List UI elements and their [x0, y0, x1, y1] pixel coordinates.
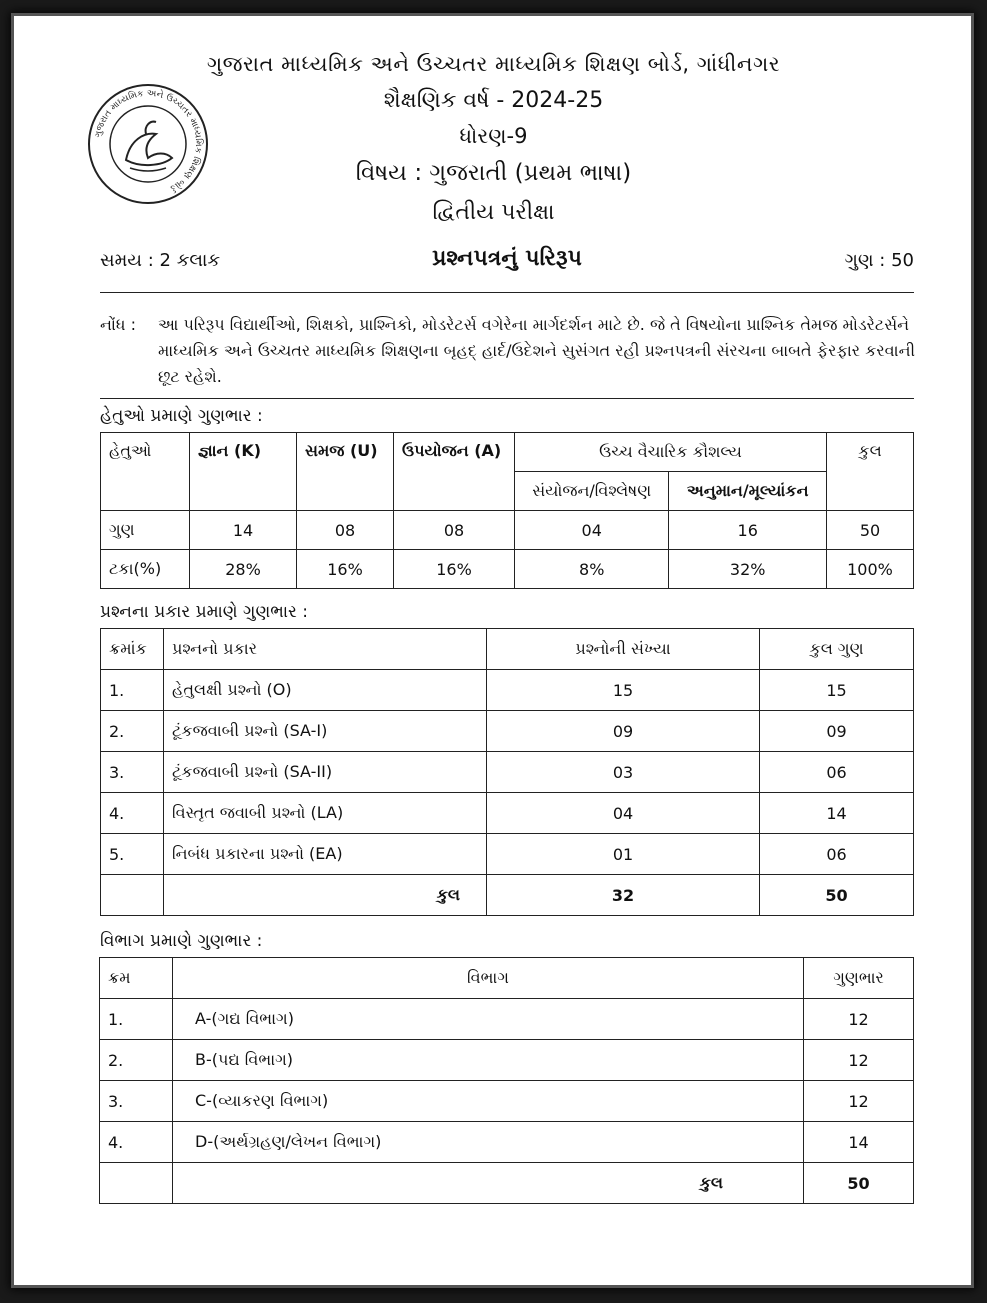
cell: 12 — [804, 999, 914, 1040]
cell: 28% — [190, 550, 297, 589]
total-marks: ગુણ : 50 — [844, 250, 914, 271]
table-row — [100, 1040, 914, 1081]
table-row — [100, 999, 914, 1040]
note — [100, 312, 916, 390]
cell — [100, 1163, 173, 1204]
cell: 100% — [827, 550, 914, 589]
cell: નિબંધ પ્રકારના પ્રશ્નો (EA) — [164, 834, 487, 875]
cell: 01 — [487, 834, 760, 875]
exam-name: દ્વિતીય પરીક્ષા — [432, 200, 555, 225]
th-knowledge: જ્ઞાન (K) — [190, 433, 297, 511]
cell: 09 — [760, 711, 914, 752]
table-row — [101, 511, 914, 550]
cell: 4. — [100, 1122, 173, 1163]
th-count: પ્રશ્નોની સંખ્યા — [487, 629, 760, 670]
total-row — [101, 875, 914, 916]
total-marks: 50 — [804, 1163, 914, 1204]
cell: C-(વ્યાકરણ વિભાગ) — [173, 1081, 804, 1122]
total-marks: 50 — [760, 875, 914, 916]
cell: 16% — [297, 550, 394, 589]
question-types-table — [100, 628, 914, 916]
table-row — [101, 793, 914, 834]
th-type: પ્રશ્નનો પ્રકાર — [164, 629, 487, 670]
sections-heading: વિભાગ પ્રમાણે ગુણભાર : — [100, 931, 263, 951]
cell: 4. — [101, 793, 164, 834]
cell: 08 — [394, 511, 515, 550]
th-objectives: હેતુઓ — [101, 433, 190, 511]
exam-time: સમય : 2 કલાક — [100, 250, 221, 271]
cell: 14 — [760, 793, 914, 834]
cell: 04 — [515, 511, 669, 550]
objectives-table — [100, 432, 914, 589]
cell: D-(અર્થગ્રહણ/લેખન વિભાગ) — [173, 1122, 804, 1163]
cell: 8% — [515, 550, 669, 589]
cell — [101, 875, 164, 916]
cell: 5. — [101, 834, 164, 875]
cell: હેતુલક્ષી પ્રશ્નો (O) — [164, 670, 487, 711]
table-row — [101, 550, 914, 589]
th-hots: ઉચ્ચ વૈચારિક કૌશલ્ય — [515, 433, 827, 472]
cell: 15 — [760, 670, 914, 711]
meta-row — [100, 246, 914, 278]
th-section: વિભાગ — [173, 958, 804, 999]
cell: B-(પદ્ય વિભાગ) — [173, 1040, 804, 1081]
cell: 15 — [487, 670, 760, 711]
question-types-heading: પ્રશ્નના પ્રકાર પ્રમાણે ગુણભાર : — [100, 602, 308, 622]
cell: ટૂંકજવાબી પ્રશ્નો (SA-II) — [164, 752, 487, 793]
cell: 3. — [101, 752, 164, 793]
cell: 1. — [100, 999, 173, 1040]
th-evaluation: અનુમાન/મૂલ્યાંકન — [669, 472, 827, 511]
total-label: કુલ — [173, 1163, 804, 1204]
cell: 04 — [487, 793, 760, 834]
subject: વિષય : ગુજરાતી (પ્રથમ ભાષા) — [355, 160, 632, 186]
cell: 2. — [101, 711, 164, 752]
svg-text:ગુજરાત માધ્યમિક અને ઉચ્ચતર માધ: ગુજરાત માધ્યમિક અને ઉચ્ચતર માધ્યમિક શિક્ષણ બોર્ડ — [93, 88, 204, 193]
total-row — [100, 1163, 914, 1204]
cell: ટકા(%) — [101, 550, 190, 589]
board-name: ગુજરાત માધ્યમિક અને ઉચ્ચતર માધ્યમિક શિક્ષણ બોર્ડ, ગાંધીનગર — [206, 52, 781, 76]
note-text: આ પરિરૂપ વિદ્યાર્થીઓ, શિક્ષકો, પ્રાશ્નિકો, મોડરેટર્સ વગેરેના માર્ગદર્શન માટે છે. જે તે વિષયોના પ્રાશ્નિક તેમજ મોડરેટર્સને માધ્યમિક અને ઉચ્ચતર માધ્યમિક શિક્ષણના બૃહદ્ હાર્દ/ઉદેશને સુસંગત રહી પ્રશ્નપત્રની સંરચના બાબતે ફેરફાર કરવાની છૂટ રહેશે. — [158, 315, 916, 386]
th-no: ક્રમાંક — [101, 629, 164, 670]
total-label: કુલ — [164, 875, 487, 916]
note-label: નોંધ : — [100, 315, 136, 334]
standard: ધોરણ-9 — [459, 124, 528, 148]
th-total: કુલ — [827, 433, 914, 511]
cell: 16% — [394, 550, 515, 589]
cell: A-(ગદ્ય વિભાગ) — [173, 999, 804, 1040]
cell: 1. — [101, 670, 164, 711]
table-row — [100, 1122, 914, 1163]
cell: 12 — [804, 1040, 914, 1081]
cell: 3. — [100, 1081, 173, 1122]
cell: 50 — [827, 511, 914, 550]
th-application: ઉપયોજન (A) — [394, 433, 515, 511]
th-no: ક્રમ — [100, 958, 173, 999]
cell: વિસ્તૃત જવાબી પ્રશ્નો (LA) — [164, 793, 487, 834]
table-row — [101, 670, 914, 711]
cell: 16 — [669, 511, 827, 550]
sections-table — [99, 957, 914, 1204]
cell: 08 — [297, 511, 394, 550]
total-count: 32 — [487, 875, 760, 916]
table-row — [101, 711, 914, 752]
cell: ગુણ — [101, 511, 190, 550]
table-row — [100, 1081, 914, 1122]
objectives-heading: હેતુઓ પ્રમાણે ગુણભાર : — [100, 406, 263, 426]
cell: 2. — [100, 1040, 173, 1081]
cell: 06 — [760, 834, 914, 875]
academic-year: શૈક્ષણિક વર્ષ - 2024-25 — [383, 88, 604, 113]
cell: 06 — [760, 752, 914, 793]
divider — [100, 292, 914, 293]
cell: ટૂંકજવાબી પ્રશ્નો (SA-I) — [164, 711, 487, 752]
cell: 03 — [487, 752, 760, 793]
cell: 32% — [669, 550, 827, 589]
th-marks: ગુણભાર — [804, 958, 914, 999]
th-analysis: સંયોજન/વિશ્લેષણ — [515, 472, 669, 511]
th-understanding: સમજ (U) — [297, 433, 394, 511]
cell: 12 — [804, 1081, 914, 1122]
th-marks: કુલ ગુણ — [760, 629, 914, 670]
divider — [100, 398, 914, 399]
cell: 14 — [190, 511, 297, 550]
cell: 14 — [804, 1122, 914, 1163]
table-row — [101, 752, 914, 793]
cell: 09 — [487, 711, 760, 752]
page-title: પ્રશ્નપત્રનું પરિરૂપ — [432, 246, 582, 271]
table-row — [101, 834, 914, 875]
